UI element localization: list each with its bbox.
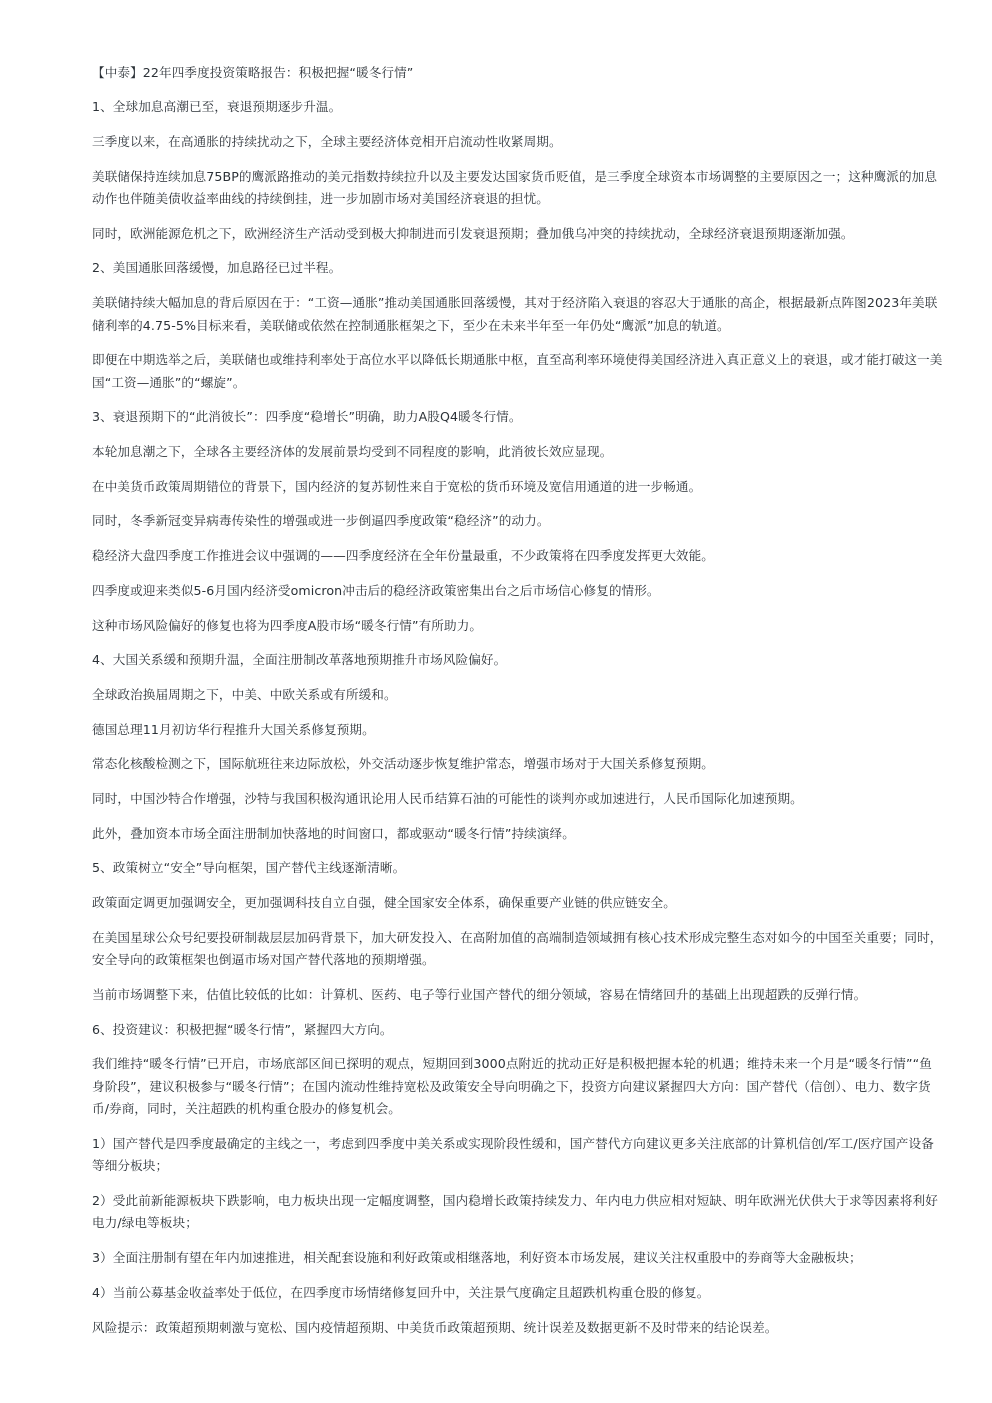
list-item: 3）全面注册制有望在年内加速推进，相关配套设施和利好政策或相继落地，利好资本市场发展，建议关注权重股中的券商等大金融板块； [92, 1250, 862, 1266]
section-heading-6: 6、投资建议：积极把握“暖冬行情”，紧握四大方向。 [92, 1021, 393, 1037]
section-heading-1: 1、全球加息高潮已至，衰退预期逐步升温。 [92, 99, 342, 115]
paragraph: 此外，叠加资本市场全面注册制加快落地的时间窗口，都或驱动“暖冬行情”持续演绎。 [92, 825, 575, 841]
paragraph: 政策面定调更加强调安全，更加强调科技自立自强，健全国家安全体系，确保重要产业链的供应链安全。 [92, 895, 676, 911]
paragraph: 稳经济大盘四季度工作推进会议中强调的——四季度经济在全年份量最重，不少政策将在四季度发挥更大效能。 [92, 548, 714, 564]
paragraph: 四季度或迎来类似5-6月国内经济受omicron冲击后的稳经济政策密集出台之后市场信心修复的情形。 [92, 582, 660, 598]
paragraph: 三季度以来，在高通胀的持续扰动之下，全球主要经济体竞相开启流动性收紧周期。 [92, 133, 562, 149]
paragraph: 同时，欧洲能源危机之下，欧洲经济生产活动受到极大抑制进而引发衰退预期；叠加俄乌冲突的持续扰动，全球经济衰退预期逐渐加强。 [92, 225, 854, 241]
article-body [92, 62, 944, 1351]
paragraph: 在美国星球公众号纪要投研制裁层层加码背景下，加大研发投入、在高附加值的高端制造领域拥有核心技术形成完整生态对如今的中国至关重要；同时，安全导向的政策框架也倒逼市场对国产替代落地的预期增强。 [92, 929, 943, 968]
paragraph: 美联储保持连续加息75BP的鹰派路推动的美元指数持续拉升以及主要发达国家货币贬值，是三季度全球资本市场调整的主要原因之一；这种鹰派的加息动作也伴随美债收益率曲线的持续倒挂，进一步加剧市场对美国经济衰退的担忧。 [92, 168, 938, 207]
section-heading-3: 3、衰退预期下的“此消彼长”：四季度“稳增长”明确，助力A股Q4暖冬行情。 [92, 409, 522, 425]
article-title: 【中泰】22年四季度投资策略报告：积极把握“暖冬行情” [92, 65, 414, 80]
paragraph: 同时，冬季新冠变异病毒传染性的增强或进一步倒逼四季度政策“稳经济”的动力。 [92, 513, 550, 529]
section-heading-4: 4、大国关系缓和预期升温，全面注册制改革落地预期推升市场风险偏好。 [92, 652, 507, 668]
paragraph: 德国总理11月初访华行程推升大国关系修复预期。 [92, 721, 375, 737]
paragraph: 全球政治换届周期之下，中美、中欧关系或有所缓和。 [92, 686, 397, 702]
paragraph: 即便在中期选举之后，美联储也或维持利率处于高位水平以降低长期通胀中枢，直至高利率环境使得美国经济进入真正意义上的衰退，或才能打破这一美国“工资—通胀”的“螺旋”。 [92, 352, 943, 390]
paragraph: 美联储持续大幅加息的背后原因在于：“工资—通胀”推动美国通胀回落缓慢，其对于经济陷入衰退的容忍大于通胀的高企，根据最新点阵图2023年美联储利率的4.75-5%目标来看，美联储或依然在控制通胀框架之下，至少在未来半年至一年仍处“鹰派”加息的轨道。 [92, 295, 938, 333]
list-item: 1）国产替代是四季度最确定的主线之一，考虑到四季度中美关系或实现阶段性缓和，国产替代方向建议更多关注底部的计算机信创/军工/医疗国产设备等细分板块； [92, 1135, 934, 1174]
list-item: 4）当前公募基金收益率处于低位，在四季度市场情绪修复回升中，关注景气度确定且超跌机构重仓股的修复。 [92, 1284, 710, 1300]
section-heading-5: 5、政策树立“安全”导向框架，国产替代主线逐渐清晰。 [92, 860, 406, 876]
paragraph: 本轮加息潮之下，全球各主要经济体的发展前景均受到不同程度的影响，此消彼长效应显现。 [92, 444, 613, 460]
paragraph: 当前市场调整下来，估值比较低的比如：计算机、医药、电子等行业国产替代的细分领域，容易在情绪回升的基础上出现超跌的反弹行情。 [92, 987, 867, 1002]
paragraph: 在中美货币政策周期错位的背景下，国内经济的复苏韧性来自于宽松的货币环境及宽信用通道的进一步畅通。 [92, 478, 702, 494]
list-item: 2）受此前新能源板块下跌影响，电力板块出现一定幅度调整，国内稳增长政策持续发力、年内电力供应相对短缺、明年欧洲光伏供大于求等因素将利好电力/绿电等板块； [92, 1193, 938, 1231]
risk-warning: 风险提示：政策超预期刺激与宽松、国内疫情超预期、中美货币政策超预期、统计误差及数据更新不及时带来的结论误差。 [92, 1319, 778, 1335]
paragraph: 同时，中国沙特合作增强，沙特与我国积极沟通讯论用人民币结算石油的可能性的谈判亦或加速进行，人民币国际化加速预期。 [92, 791, 803, 807]
paragraph: 这种市场风险偏好的修复也将为四季度A股市场“暖冬行情”有所助力。 [92, 617, 483, 633]
paragraph: 我们维持“暖冬行情”已开启，市场底部区间已探明的观点，短期回到3000点附近的扰动正好是积极把握本轮的机遇；维持未来一个月是“暖冬行情”“鱼身阶段”，建议积极参与“暖冬行情”；在国内流动性维持宽松及政策安全导向明确之下，投资方向建议紧握四大方向：国产替代（信创）、电力、数字货币/券商，同时，关注超跌的机构重仓股办的修复机会。 [92, 1056, 932, 1117]
paragraph: 常态化核酸检测之下，国际航班往来边际放松，外交活动逐步恢复维护常态，增强市场对于大国关系修复预期。 [92, 756, 714, 772]
section-heading-2: 2、美国通胀回落缓慢，加息路径已过半程。 [92, 260, 342, 276]
